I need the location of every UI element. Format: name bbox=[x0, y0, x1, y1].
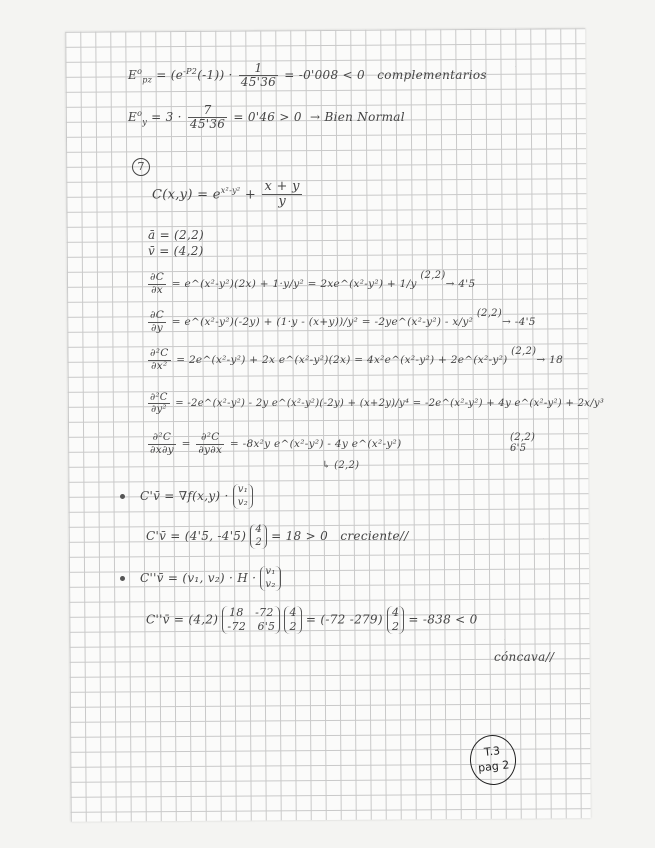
bullet-icon bbox=[120, 576, 125, 581]
second-partial-yy-line: $\frac{\text{∂²C}}{\text{∂y²}}$ = -2e^(x²-y²) - 2y e^(x²-y²)(-2y) + (x+2y)/y⁴ = -2e^(x²-y²) + 4y e^(x²-y²) + 2x/y³ bbox=[150, 392, 605, 415]
vector-column: v₁ v₂ bbox=[260, 566, 280, 591]
elasticity-pz-line: $E^o_{pz} = (e^{-P2}(-1))$ · $\frac{1}{45'36}$ = -0'008 < 0 complementarios bbox=[128, 61, 487, 90]
vector-a: ā = (2,2) bbox=[148, 228, 204, 242]
vector-column: 4 2 bbox=[284, 606, 301, 634]
graph-paper-sheet bbox=[65, 28, 591, 822]
partial-x-line: $\frac{\partial C}{\partial x}$ = e^(x²-y²)(2x) + 1·y/y² = 2xe^(x²-y²) + 1/y (2,2)→ 4'5 bbox=[150, 270, 476, 296]
hessian-matrix: 18 -72 -72 6'5 bbox=[222, 606, 280, 634]
exercise-number-circle: 7 bbox=[132, 158, 150, 176]
vector-column: v₁ v₂ bbox=[233, 484, 253, 509]
cross-partial-point-b: ↳ (2,2) bbox=[322, 460, 360, 471]
gradient-evaluation: C'v̄ = (4'5, -4'5) 4 2 = 18 > 0 creciente// bbox=[146, 524, 409, 548]
concave-comment: cóncava// bbox=[494, 650, 555, 664]
hessian-evaluation: C''v̄ = (4,2) 18 -72 -72 6'5 4 2 = (-72 -279) 4 2 = -838 < 0 bbox=[146, 606, 478, 633]
page-stamp: T.3 pag 2 bbox=[468, 733, 519, 788]
cross-partial-point-a: (2,2) 6'5 bbox=[510, 432, 536, 454]
fraction: $\frac{7}{45'36}$ bbox=[189, 103, 226, 132]
vector-v: v̄ = (4,2) bbox=[148, 244, 204, 258]
hessian-definition: C''v̄ = (v₁, v₂) · H · v₁ v₂ bbox=[140, 566, 281, 591]
vector-column: 4 2 bbox=[387, 606, 404, 634]
elasticity-y-line: $E^o_y = 3$ · $\frac{7}{45'36}$ = 0'46 > 0 → Bien Normal bbox=[128, 103, 405, 132]
bullet-icon bbox=[120, 494, 125, 499]
partial-y-line: $\frac{\partial C}{\partial y}$ = e^(x²-y²)(-2y) + (1·y - (x+y))/y² = -2ye^(x²-y²) - x/y² (2,2)→ -4'5 bbox=[150, 308, 536, 334]
function-definition: $C(x,y) = e^{x^2-y^2}$ + $\frac{x + y}{y}$ bbox=[152, 179, 300, 210]
fraction: $\frac{1}{45'36}$ bbox=[240, 61, 277, 90]
gradient-definition: C'v̄ = ∇f(x,y) · v₁ v₂ bbox=[140, 484, 253, 509]
fraction: $\frac{x + y}{y}$ bbox=[264, 179, 300, 210]
cross-partial-line: $\frac{\text{∂²C}}{\partial x\partial y}$ = $\frac{\text{∂²C}}{\partial y\partial x}$ = -8x²y e^(x²-y²) - 4y e^(x²-y²) bbox=[150, 431, 402, 456]
second-partial-xx-line: $\frac{\text{∂²C}}{\text{∂x²}}$ = 2e^(x²-y²) + 2x e^(x²-y²)(2x) = 4x²e^(x²-y²) + 2e^(x²-y²) (2,2)→ 18 bbox=[150, 346, 564, 372]
vector-column: 4 2 bbox=[250, 524, 267, 549]
